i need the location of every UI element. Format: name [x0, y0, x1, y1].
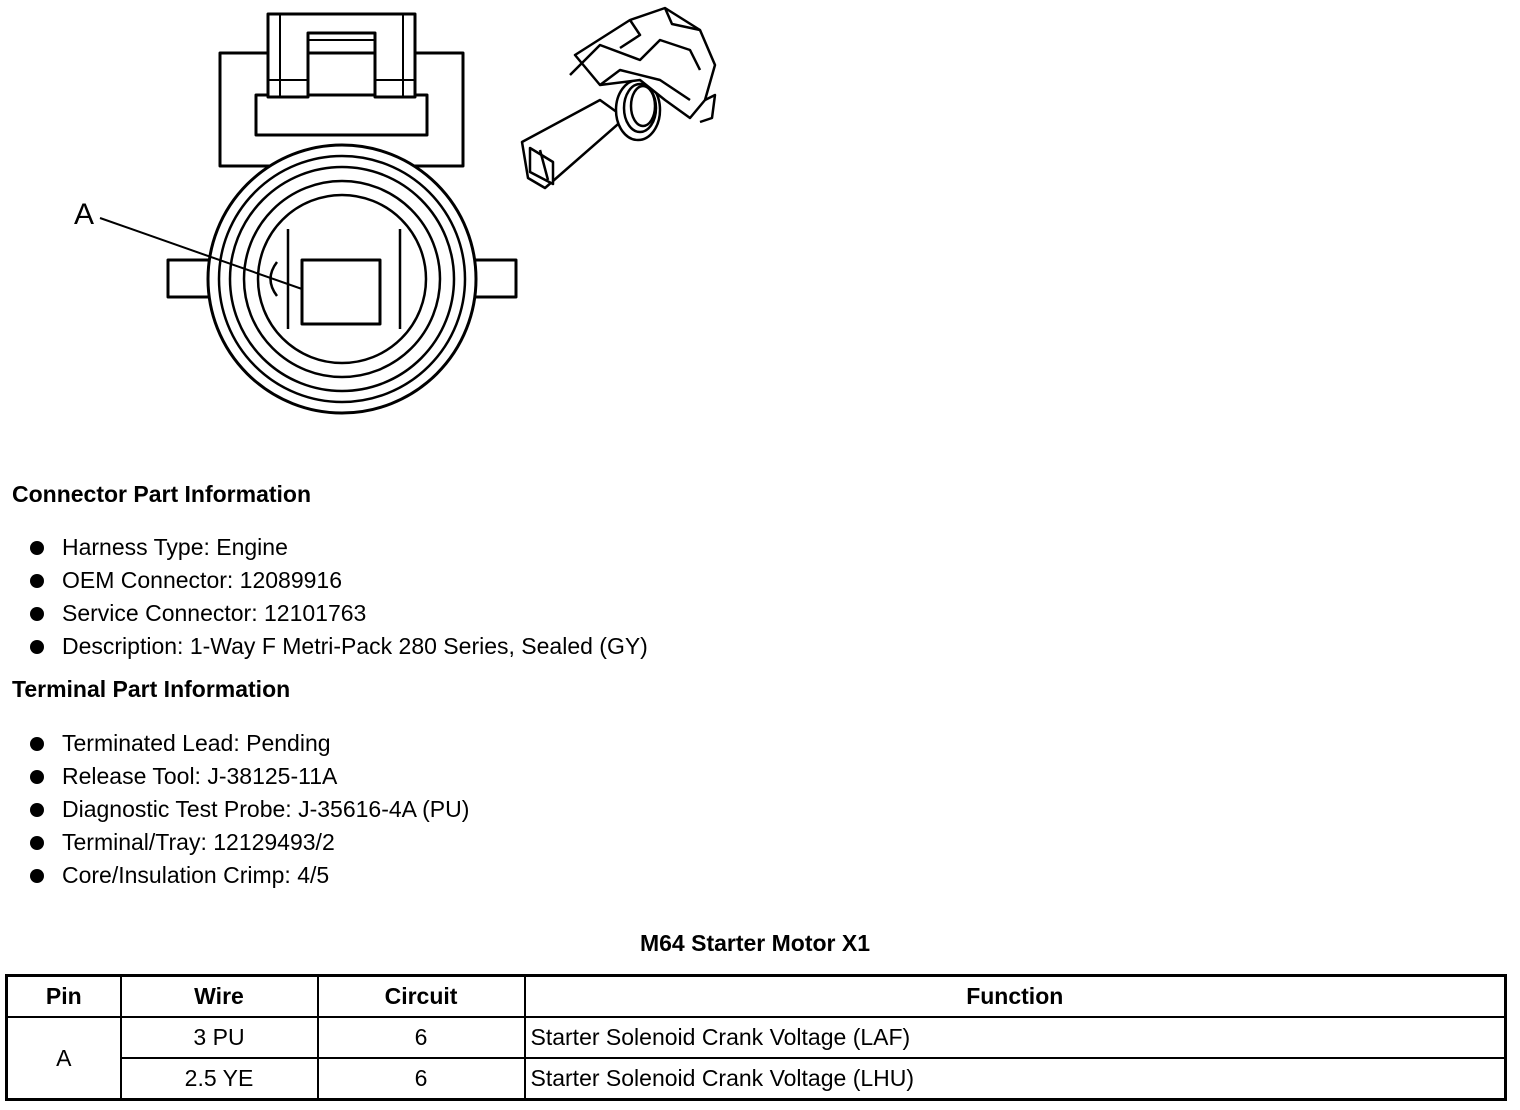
bullet-icon [30, 803, 44, 817]
list-item: Diagnostic Test Probe: J-35616-4A (PU) [0, 793, 469, 826]
table-header-row [7, 976, 1506, 1018]
table-row [7, 1017, 1506, 1058]
list-item: Terminated Lead: Pending [0, 727, 469, 760]
bullet-icon [30, 574, 44, 588]
bullet-icon [30, 836, 44, 850]
terminal-info-list [0, 727, 469, 892]
connector-diagram [0, 0, 760, 430]
bullet-icon [30, 737, 44, 751]
connector-ear-left [168, 260, 212, 297]
table-title: M64 Starter Motor X1 [639, 930, 871, 956]
list-item: Harness Type: Engine [0, 531, 648, 564]
connector-perspective-sketch [522, 8, 715, 188]
wire-cell: 3 PU [121, 1017, 318, 1058]
pinout-table [5, 974, 1507, 1101]
bullet-icon [30, 541, 44, 555]
list-item: Core/Insulation Crimp: 4/5 [0, 859, 469, 892]
column-header-circuit: Circuit [318, 976, 525, 1018]
table-row [7, 1058, 1506, 1100]
function-cell: Starter Solenoid Crank Voltage (LAF) [525, 1017, 1506, 1058]
bullet-icon [30, 770, 44, 784]
connector-info-list [0, 531, 648, 663]
wire-cell: 2.5 YE [121, 1058, 318, 1100]
list-item: Release Tool: J-38125-11A [0, 760, 469, 793]
list-item: Terminal/Tray: 12129493/2 [0, 826, 469, 859]
circuit-cell: 6 [318, 1058, 525, 1100]
column-header-wire: Wire [121, 976, 318, 1018]
connector-info-heading: Connector Part Information [12, 481, 312, 507]
list-item: Description: 1-Way F Metri-Pack 280 Series, Sealed (GY) [0, 630, 648, 663]
connector-lock-latch [256, 95, 427, 135]
list-item: Service Connector: 12101763 [0, 597, 648, 630]
bullet-icon [30, 607, 44, 621]
terminal-info-heading: Terminal Part Information [12, 676, 291, 702]
bullet-icon [30, 869, 44, 883]
terminal-cavity-a [302, 260, 380, 324]
function-cell: Starter Solenoid Crank Voltage (LHU) [525, 1058, 1506, 1100]
column-header-pin: Pin [7, 976, 121, 1018]
bullet-icon [30, 640, 44, 654]
terminal-a-label: A [74, 198, 95, 231]
circuit-cell: 6 [318, 1017, 525, 1058]
pin-cell: A [7, 1017, 121, 1100]
column-header-function: Function [525, 976, 1506, 1018]
connector-ear-right [472, 260, 516, 297]
list-item: OEM Connector: 12089916 [0, 564, 648, 597]
